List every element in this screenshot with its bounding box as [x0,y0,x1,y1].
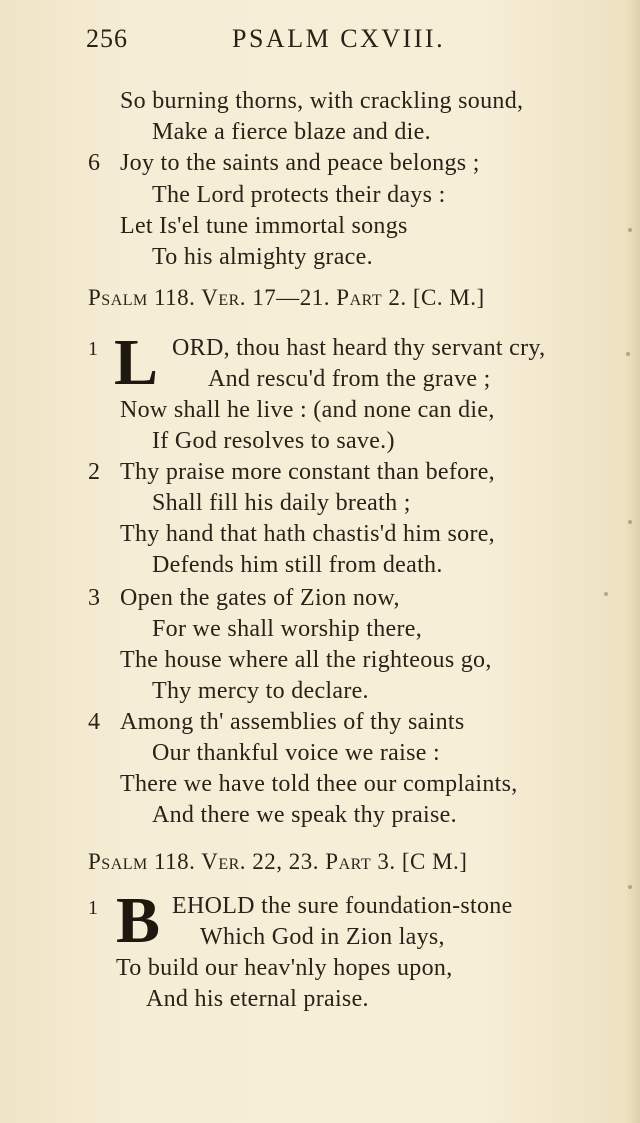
verse-line: So burning thorns, with crackling sound, [120,88,524,114]
verse-line: Thy mercy to declare. [152,678,369,704]
page-edge-shadow [626,0,640,1123]
section-heading: Psalm 118. Ver. 22, 23. Part 3. [C M.] [88,849,468,874]
stanza-number: 3 [88,585,101,611]
stanza-number: 4 [88,709,101,735]
verse-line: To build our heav'nly hopes upon, [116,955,453,981]
verse-line: There we have told thee our complaints, [120,771,518,797]
verse-line: The Lord protects their days : [152,182,446,208]
verse-line: Which God in Zion lays, [200,924,445,950]
verse-line: To his almighty grace. [152,244,373,270]
page-number: 256 [86,24,128,53]
verse-line: If God resolves to save.) [152,428,395,454]
verse-line: Among th' assemblies of thy saints [120,709,465,735]
verse-line: Thy hand that hath chastis'd him sore, [120,521,495,547]
ink-speck [628,228,632,232]
stanza-number: 6 [88,150,101,176]
verse-line: Shall fill his daily breath ; [152,490,411,516]
stanza-number: 2 [88,459,101,485]
verse-line: ORD, thou hast heard thy servant cry, [172,335,546,361]
verse-line: And there we speak thy praise. [152,802,457,828]
verse-line: Joy to the saints and peace belongs ; [120,150,480,176]
ink-speck [626,352,630,356]
ink-speck [628,885,632,889]
verse-line: Our thankful voice we raise : [152,740,440,766]
running-title: PSALM CXVIII. [232,24,446,53]
verse-line: Defends him still from death. [152,552,443,578]
drop-cap: B [116,884,161,957]
verse-line: For we shall worship there, [152,616,423,642]
stanza-number: 1 [88,338,99,360]
stanza-number: 1 [88,897,99,919]
verse-line: EHOLD the sure foundation-stone [172,893,513,919]
drop-cap: L [114,326,159,399]
ink-speck [628,520,632,524]
verse-line: And his eternal praise. [146,986,369,1012]
ink-speck [604,592,608,596]
verse-line: Let Is'el tune immortal songs [120,213,408,239]
verse-line: The house where all the righteous go, [120,647,492,673]
verse-line: Now shall he live : (and none can die, [120,397,495,423]
verse-line: And rescu'd from the grave ; [208,366,491,392]
section-heading: Psalm 118. Ver. 17—21. Part 2. [C. M.] [88,285,485,310]
verse-line: Open the gates of Zion now, [120,585,400,611]
verse-line: Make a fierce blaze and die. [152,119,431,145]
verse-line: Thy praise more constant than before, [120,459,495,485]
